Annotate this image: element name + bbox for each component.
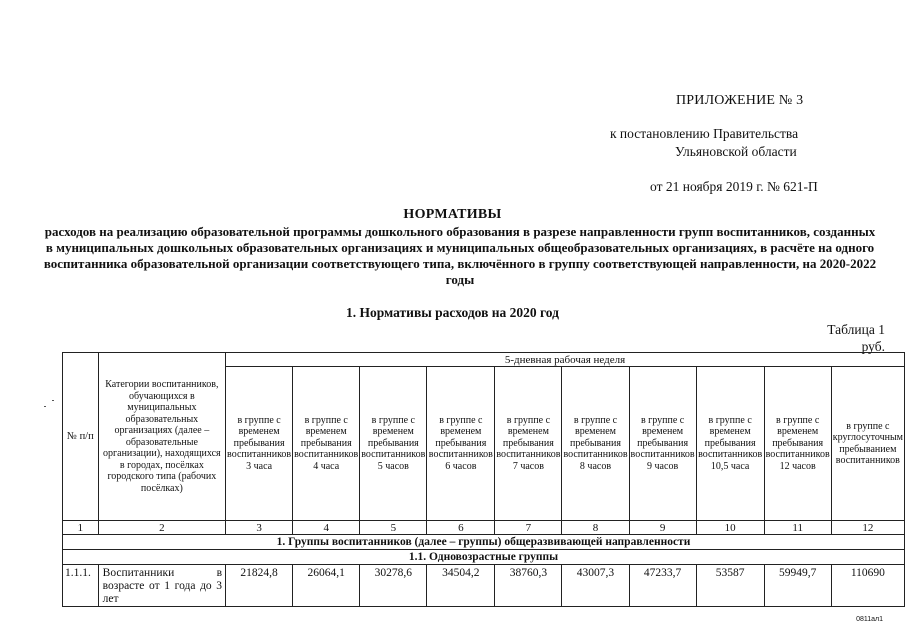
norms-table [62,352,905,607]
scan-speck [44,406,46,407]
unit-label: руб. [861,339,885,354]
row-value: 47233,7 [629,565,696,607]
column-number: 11 [764,521,831,535]
document-subtitle: расходов на реализацию образовательной программы дошкольного образования в разрезе направленности групп воспитанников, созданных в муниципальных дошкольных образовательных организациях и муниципальных общеобразовательных организациях, в расчёте на одного воспитанника образовательной организации соответствующего типа, включённого в группу соответствующей направленности, на 2020-2022 годы [43,224,877,287]
col-header-stay: в группе с временем пребывания воспитанников 12 часов [764,367,831,521]
section-title: 1. Нормативы расходов на 2020 год [345,305,559,320]
col-header-stay: в группе с временем пребывания воспитанников 7 часов [495,367,562,521]
row-value: 30278,6 [360,565,427,607]
document-title: НОРМАТИВЫ [403,207,502,222]
column-number: 5 [360,521,427,535]
row-value: 43007,3 [562,565,629,607]
col-header-stay: в группе с временем пребывания воспитанников 10,5 часа [696,367,764,521]
row-number: 1.1.1. [63,565,99,607]
column-number: 6 [427,521,495,535]
appendix-title: ПРИЛОЖЕНИЕ № 3 [676,93,804,108]
table-label: Таблица 1 [827,322,885,337]
scan-speck [52,400,54,401]
col-header-number: № п/п [63,353,99,521]
table-row [63,565,905,607]
col-header-stay: в группе с временем пребывания воспитанников 8 часов [562,367,629,521]
col-header-stay: в группе с круглосуточным пребыванием воспитанников [831,367,904,521]
row-value: 21824,8 [226,565,293,607]
column-number: 1 [63,521,99,535]
row-value: 26064,1 [293,565,360,607]
subsection-heading: 1.1. Одновозрастные группы [63,550,905,565]
column-number-row [63,521,905,535]
column-number: 12 [831,521,904,535]
row-value: 59949,7 [764,565,831,607]
row-value: 110690 [831,565,904,607]
decree-reference-line-1: к постановлению Правительства [610,126,799,141]
decree-reference-line-2: Ульяновской области [675,144,797,159]
print-stamp: 0811ал1 [856,616,883,623]
row-value: 34504,2 [427,565,495,607]
column-number: 2 [98,521,225,535]
col-header-stay: в группе с временем пребывания воспитанников 3 часа [226,367,293,521]
col-header-category: Категории воспитанников, обучающихся в муниципальных образовательных организациях (далее – образовательные организации), находящихся в городах, посёлках городского типа (рабочих посёлках) [98,353,225,521]
decree-date: от 21 ноября 2019 г. № 621-П [650,179,818,194]
row-category: Воспитанники в возрасте от 1 года до 3 лет [98,565,225,607]
column-number: 4 [293,521,360,535]
column-number: 8 [562,521,629,535]
column-number: 10 [696,521,764,535]
col-header-stay: в группе с временем пребывания воспитанников 4 часа [293,367,360,521]
col-header-stay: в группе с временем пребывания воспитанников 6 часов [427,367,495,521]
col-header-stay: в группе с временем пребывания воспитанников 5 часов [360,367,427,521]
section-heading: 1. Группы воспитанников (далее – группы) общеразвивающей направленности [63,535,905,550]
column-number: 3 [226,521,293,535]
row-value: 53587 [696,565,764,607]
row-value: 38760,3 [495,565,562,607]
column-number: 7 [495,521,562,535]
week-header: 5-дневная рабочая неделя [226,353,905,367]
col-header-stay: в группе с временем пребывания воспитанников 9 часов [629,367,696,521]
column-number: 9 [629,521,696,535]
